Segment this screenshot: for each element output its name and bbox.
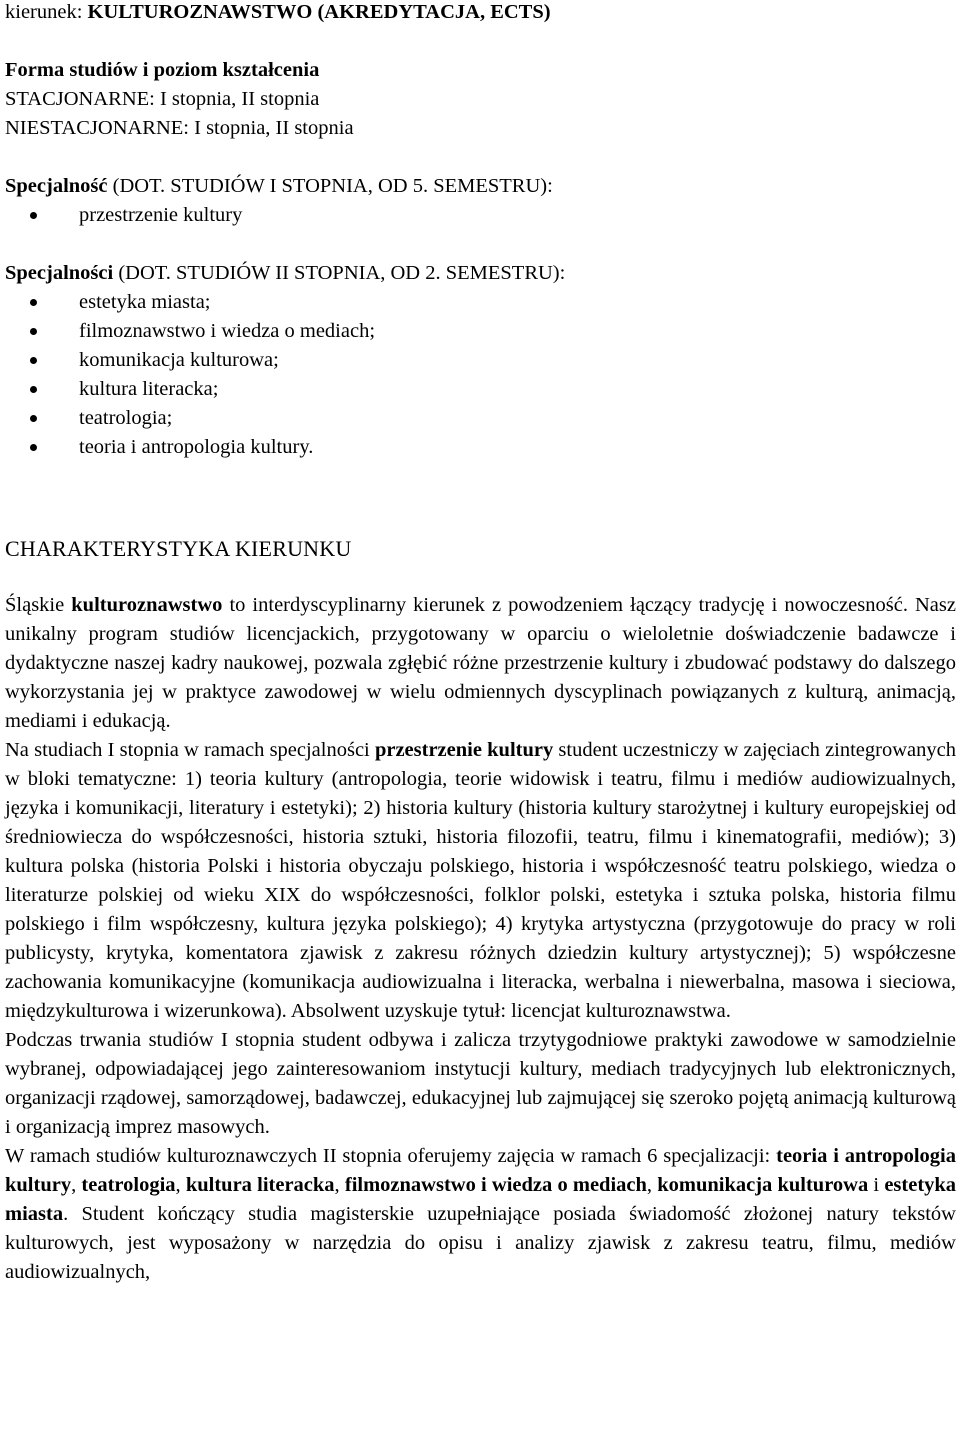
forma-section (5, 56, 956, 143)
specjalnosc-1-list (5, 201, 956, 230)
bullet-icon (30, 328, 37, 335)
charakterystyka-body (5, 591, 956, 1287)
list-item: filmoznawstwo i wiedza o mediach; (5, 317, 956, 346)
kierunek-name: KULTUROZNAWSTWO (AKREDYTACJA, ECTS) (87, 1, 551, 23)
forma-niestacjonarne: NIESTACJONARNE: I stopnia, II stopnia (5, 117, 354, 139)
specjalnosc-2-section (5, 259, 956, 462)
bullet-icon (30, 386, 37, 393)
specjalnosc-2-label: Specjalności (5, 262, 114, 284)
list-item: estetyka miasta; (5, 288, 956, 317)
paragraph-3: Podczas trwania studiów I stopnia student odbywa i zalicza trzytygodniowe praktyki zawodowe w samodzielnie wybranej, odpowiadającej jego zainteresowaniom instytucji kultury, mediach tradycyjnych lub elektronicznych, organizacji rządowej, samorządowej, badawczej, edukacyjnej lub zajmującej się szeroko pojętą animacją kulturową i organizacją imprez masowych. (5, 1029, 956, 1138)
list-item: przestrzenie kultury (5, 201, 956, 230)
bullet-icon (30, 415, 37, 422)
section-heading: CHARAKTERYSTYKA KIERUNKU (5, 536, 352, 561)
list-item: teoria i antropologia kultury. (5, 433, 956, 462)
bullet-icon (30, 299, 37, 306)
list-item: komunikacja kulturowa; (5, 346, 956, 375)
specjalnosc-1-label: Specjalność (5, 175, 108, 197)
bullet-icon (30, 357, 37, 364)
kierunek-label: kierunek: (5, 1, 88, 23)
paragraph-1: Śląskie kulturoznawstwo to interdyscyplinarny kierunek z powodzeniem łączący tradycję i nowoczesność. Nasz unikalny program studiów licencjackich, przygotowany w oparciu o wieloletnie doświadczenie badawcze i dydaktyczne naszej kadry naukowej, pozwala zgłębić różne przestrzenie kultury i zbudować podstawy do dalszego wykorzystania jej w praktyce zawodowej w wielu odmiennych dyscyplinach powiązanych z kulturą, animacją, mediami i edukacją. (5, 594, 956, 732)
paragraph-4: W ramach studiów kulturoznawczych II stopnia oferujemy zajęcia w ramach 6 specjalizacji: teoria i antropologia kultury, teatrologia, kultura literacka, filmoznawstwo i wiedza o mediach, komunikacja kulturowa i estetyka miasta. Student kończący studia magisterskie uzupełniające posiada świadomość złożonej natury tekstów kulturowych, jest wyposażony w narzędzia do opisu i analizy zjawisk z zakresu teatru, filmu, mediów audiowizualnych, (5, 1145, 957, 1283)
forma-title: Forma studiów i poziom kształcenia (5, 59, 320, 81)
paragraph-2: Na studiach I stopnia w ramach specjalności przestrzenie kultury student uczestniczy w zajęciach zintegrowanych w bloki tematyczne: 1) teoria kultury (antropologia, teorie widowisk i teatru, filmu i mediów audiowizualnych, języka i komunikacji, literatury i estetyki); 2) historia kultury (historia kultury starożytnej i kultury europejskiej od średniowiecza do współczesności, historia sztuki, historia filozofii, teatru, filmu i kinematografii, mediów); 3) kultura polska (historia Polski i historia obyczaju polskiego, historia i współczesność teatru polskiego, wiedza o literaturze polskiej od wieku XIX do współczesności, folklor polski, estetyka i sztuka polska, historia filmu polskiego i film współczesny, kultura języka polskiego); 4) krytyka artystyczna (przygotowuje do pracy w roli publicysty, krytyka, komentatora zjawisk z zakresu różnych dziedzin kultury artystycznej); 5) współczesne zachowania komunikacyjne (komunikacja audiowizualna i literacka, werbalna i niewerbalna, masowa i sieciowa, międzykulturowa i wizerunkowa). Absolwent uzyskuje tytuł: licencjat kulturoznawstwa. (5, 739, 956, 1022)
forma-stacjonarne: STACJONARNE: I stopnia, II stopnia (5, 88, 320, 110)
bullet-icon (30, 444, 37, 451)
list-item: teatrologia; (5, 404, 956, 433)
list-item: kultura literacka; (5, 375, 956, 404)
bullet-icon (30, 212, 37, 219)
specjalnosc-2-suffix: (DOT. STUDIÓW II STOPNIA, OD 2. SEMESTRU): (113, 262, 566, 284)
specjalnosc-2-list (5, 288, 956, 462)
kierunek-line (5, 0, 551, 27)
specjalnosc-1-suffix: (DOT. STUDIÓW I STOPNIA, OD 5. SEMESTRU): (107, 175, 553, 197)
specjalnosc-1-section (5, 172, 956, 230)
